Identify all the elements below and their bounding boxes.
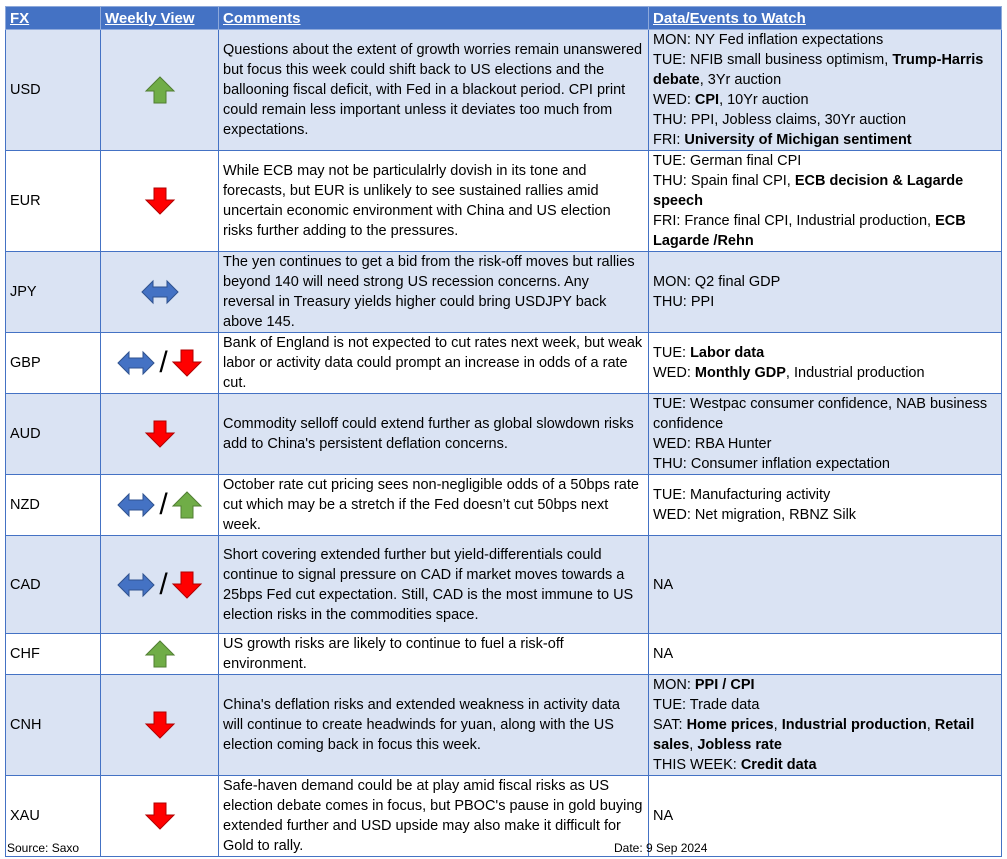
events-cell <box>649 394 1002 475</box>
down-arrow-icon <box>144 710 176 740</box>
up-arrow-icon <box>144 639 176 669</box>
left-right-arrow-icon <box>140 279 180 305</box>
comment-cell: While ECB may not be particulalrly dovish in its tone and forecasts, but EUR is unlikely to see sustained rallies amid uncertain economic environment with China and US election risks further adding to the pressures. <box>219 151 649 252</box>
down-arrow-icon <box>171 348 203 378</box>
events-cell <box>649 675 1002 776</box>
event-text: THU: PPI, Jobless claims, 30Yr auction <box>653 112 907 128</box>
event-text: FRI: <box>653 132 685 148</box>
currency-code: CHF <box>6 634 101 675</box>
event-highlight: Home prices <box>686 717 774 733</box>
table-row-eur <box>6 151 1002 252</box>
currency-code: XAU <box>6 776 101 857</box>
header-comments: Comments <box>219 7 649 30</box>
event-text: MON: Q2 final GDP <box>653 274 781 290</box>
currency-code: CAD <box>6 536 101 634</box>
weekly-view-cell <box>101 675 219 776</box>
weekly-view-cell <box>101 634 219 675</box>
event-highlight: Jobless rate <box>697 737 782 753</box>
table-row-nzd <box>6 475 1002 536</box>
event-text: , <box>926 717 935 733</box>
event-line <box>653 806 997 826</box>
event-line <box>653 90 997 110</box>
event-highlight: University of Michigan sentiment <box>684 132 912 148</box>
events-cell <box>649 634 1002 675</box>
event-line <box>653 30 997 50</box>
event-line <box>653 151 997 171</box>
event-text: WED: Net migration, RBNZ Silk <box>653 507 857 523</box>
table-row-xau <box>6 776 1002 857</box>
comment-cell: Bank of England is not expected to cut rates next week, but weak labor or activity data could prompt an increase in odds of a rate cut. <box>219 333 649 394</box>
event-text: SAT: <box>653 717 687 733</box>
comment-cell: Commodity selloff could extend further as global slowdown risks add to China's persistent deflation concerns. <box>219 394 649 475</box>
events-cell <box>649 333 1002 394</box>
slash-separator: / <box>159 567 168 601</box>
table-header-row <box>6 7 1002 30</box>
event-text: NA <box>653 576 674 593</box>
currency-code: CNH <box>6 675 101 776</box>
fx-weekly-view-table <box>5 6 1002 857</box>
table-row-usd <box>6 30 1002 151</box>
weekly-view-cell <box>101 30 219 151</box>
event-line <box>653 755 997 775</box>
event-text: , 10Yr auction <box>719 92 809 108</box>
down-arrow-icon <box>144 801 176 831</box>
event-line <box>653 695 997 715</box>
header-events: Data/Events to Watch <box>649 7 1002 30</box>
event-text: WED: <box>653 365 695 381</box>
currency-code: USD <box>6 30 101 151</box>
events-cell <box>649 30 1002 151</box>
header-weekly-view: Weekly View <box>101 7 219 30</box>
event-line <box>653 675 997 695</box>
event-line <box>653 715 997 755</box>
weekly-view-cell <box>101 776 219 857</box>
currency-code: NZD <box>6 475 101 536</box>
events-cell <box>649 475 1002 536</box>
event-line <box>653 363 997 383</box>
date-note: Date: 9 Sep 2024 <box>614 841 708 855</box>
table-row-jpy <box>6 252 1002 333</box>
event-line <box>653 575 997 595</box>
event-line <box>653 130 997 150</box>
event-line <box>653 211 997 251</box>
table-body <box>6 30 1002 857</box>
event-highlight: Monthly GDP <box>694 365 786 381</box>
event-line <box>653 505 997 525</box>
event-text: TUE: NFIB small business optimism, <box>653 52 893 68</box>
event-line <box>653 292 997 312</box>
event-line <box>653 343 997 363</box>
weekly-view-cell <box>101 536 219 634</box>
currency-code: JPY <box>6 252 101 333</box>
event-highlight: Labor data <box>690 345 765 361</box>
currency-code: AUD <box>6 394 101 475</box>
comment-cell: October rate cut pricing sees non-negligible odds of a 50bps rate cut which may be a stretch if the Fed doesn’t cut 50bps next week. <box>219 475 649 536</box>
comment-cell: US growth risks are likely to continue to fuel a risk-off environment. <box>219 634 649 675</box>
left-right-arrow-icon <box>116 492 156 518</box>
event-text: , 3Yr auction <box>699 72 782 88</box>
table-row-gbp <box>6 333 1002 394</box>
currency-code: GBP <box>6 333 101 394</box>
comment-cell: The yen continues to get a bid from the risk-off moves but rallies beyond 140 will need strong US recession concerns. Any reversal in Treasury yields higher could bring USDJPY back above 145. <box>219 252 649 333</box>
down-arrow-icon <box>171 570 203 600</box>
event-highlight: CPI <box>694 92 720 108</box>
event-highlight: Credit data <box>740 757 817 773</box>
event-highlight: ECB Lagarde /Rehn <box>653 213 966 249</box>
event-highlight: Trump-Harris debate <box>653 52 984 88</box>
comment-cell: Safe-haven demand could be at play amid fiscal risks as US election debate comes in focus, but PBOC's pause in gold buying extended further and USD upside may also make it difficult for Gold to rally. <box>219 776 649 857</box>
event-highlight: Industrial production <box>781 717 927 733</box>
table-row-aud <box>6 394 1002 475</box>
weekly-view-cell <box>101 475 219 536</box>
comment-cell: Short covering extended further but yield-differentials could continue to signal pressure on CAD if market moves towards a 25bps Fed cut expectation. Still, CAD is the most immune to US election risks in the commodities space. <box>219 536 649 634</box>
event-text: MON: <box>653 677 695 693</box>
event-text: TUE: Trade data <box>653 697 760 713</box>
left-right-arrow-icon <box>116 572 156 598</box>
table-row-chf <box>6 634 1002 675</box>
left-right-arrow-icon <box>116 350 156 376</box>
event-text: WED: RBA Hunter <box>653 436 772 452</box>
event-text: WED: <box>653 92 695 108</box>
event-line <box>653 644 997 664</box>
events-cell <box>649 252 1002 333</box>
weekly-view-cell <box>101 151 219 252</box>
event-highlight: ECB decision & Lagarde speech <box>653 173 964 209</box>
currency-code: EUR <box>6 151 101 252</box>
event-line <box>653 394 997 434</box>
event-highlight: PPI / CPI <box>694 677 755 693</box>
event-text: , <box>773 717 782 733</box>
weekly-view-cell <box>101 333 219 394</box>
event-text: TUE: Manufacturing activity <box>653 487 831 503</box>
event-line <box>653 171 997 211</box>
event-text: , Industrial production <box>785 365 925 381</box>
event-text: FRI: France final CPI, Industrial production, <box>653 213 936 229</box>
event-text: THU: Consumer inflation expectation <box>653 456 890 472</box>
event-text: , <box>689 737 698 753</box>
weekly-view-cell <box>101 394 219 475</box>
event-text: MON: NY Fed inflation expectations <box>653 32 884 48</box>
comment-cell: China's deflation risks and extended weakness in activity data will continue to create headwinds for yuan, along with the US election coming back in focus this week. <box>219 675 649 776</box>
event-line <box>653 454 997 474</box>
slash-separator: / <box>159 346 168 379</box>
comment-cell: Questions about the extent of growth worries remain unanswered but focus this week could shift back to US elections and the ballooning fiscal deficit, with Fed in a blackout period. CPI print could remain less important unless it deviates too much from expectations. <box>219 30 649 151</box>
table-row-cad <box>6 536 1002 634</box>
event-line <box>653 434 997 454</box>
table-row-cnh <box>6 675 1002 776</box>
event-text: THIS WEEK: <box>653 757 741 773</box>
up-arrow-icon <box>144 75 176 105</box>
event-text: TUE: Westpac consumer confidence, NAB business confidence <box>653 396 988 432</box>
events-cell <box>649 151 1002 252</box>
event-text: TUE: German final CPI <box>653 153 802 169</box>
down-arrow-icon <box>144 419 176 449</box>
event-line <box>653 272 997 292</box>
event-text: THU: PPI <box>653 294 715 310</box>
header-fx: FX <box>6 7 101 30</box>
down-arrow-icon <box>144 186 176 216</box>
up-arrow-icon <box>171 490 203 520</box>
event-text: THU: Spain final CPI, <box>653 173 795 189</box>
slash-separator: / <box>159 488 168 521</box>
event-line <box>653 485 997 505</box>
weekly-view-cell <box>101 252 219 333</box>
event-text: TUE: <box>653 345 691 361</box>
event-highlight: Retail sales <box>653 717 975 753</box>
event-text: NA <box>653 808 674 824</box>
source-note: Source: Saxo <box>7 841 80 855</box>
event-line <box>653 110 997 130</box>
events-cell <box>649 536 1002 634</box>
event-text: NA <box>653 646 674 662</box>
event-line <box>653 50 997 90</box>
